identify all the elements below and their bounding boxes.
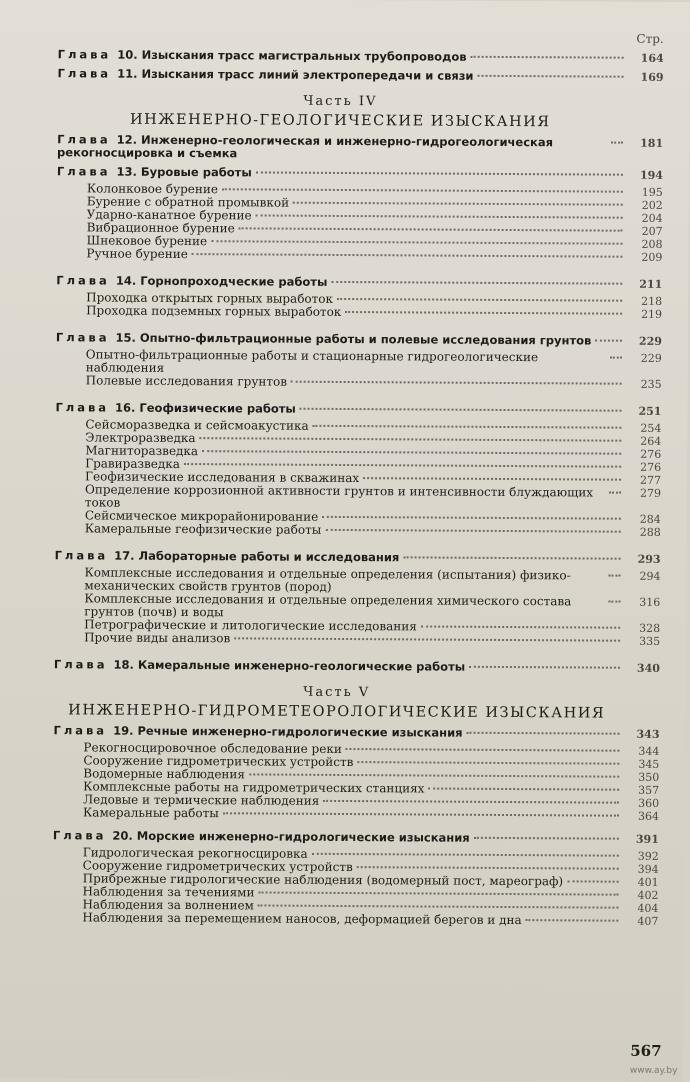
chapter-word: Глава: [56, 273, 110, 288]
item-title: Магниторазведка: [85, 443, 199, 459]
dot-leader: [478, 75, 624, 78]
part-title: ИНЖЕНЕРНО-ГЕОЛОГИЧЕСКИЕ ИЗЫСКАНИЯ: [129, 111, 551, 131]
page-ref: 357: [638, 783, 660, 797]
dot-leader: [258, 904, 619, 908]
page-ref: 279: [639, 486, 662, 500]
item-title: Сейсморазведка и сейсмоакустика: [85, 417, 309, 433]
item-title: Наблюдения за перемещением наносов, деформацией берегов и дна: [82, 910, 522, 928]
page-ref: 229: [638, 334, 662, 348]
page-ref: 276: [640, 447, 662, 461]
part-label: Часть IV: [303, 93, 378, 110]
item-title: Сейсмическое микрорайонирование: [84, 508, 319, 524]
toc-chapter-12: [57, 133, 663, 163]
page-ref: 169: [640, 70, 664, 84]
item-title: Определение коррозионной активности грунтов и интенсивности блуждающих токов: [84, 482, 594, 510]
item-title: Комплексные исследования и отдельные определения (испытания) физико-механических свойств грунтов (пород): [84, 565, 571, 594]
item-title: Камеральные геофизические работы: [84, 521, 322, 537]
page-ref: 294: [639, 569, 661, 583]
dot-leader: [300, 408, 622, 412]
dot-leader: [313, 425, 622, 429]
page-ref: 293: [637, 552, 661, 566]
page-ref: 276: [640, 460, 662, 474]
page-ref: 340: [636, 661, 660, 675]
dot-leader: [611, 142, 623, 144]
chapter-word: Глава: [57, 47, 112, 62]
item-title: Петрографические и литологические исследования: [84, 617, 417, 634]
page-ref: 391: [635, 832, 659, 846]
page-ref: 284: [639, 512, 661, 526]
page-ref: 211: [639, 277, 663, 291]
page-ref: 164: [640, 51, 664, 65]
dot-leader: [323, 800, 619, 804]
item-title: Рекогносцировочное обследование реки: [83, 740, 342, 756]
dot-leader: [239, 227, 623, 231]
toc-chapter-18: [54, 658, 660, 675]
dot-leader: [346, 748, 620, 752]
page-ref: 181: [640, 136, 664, 150]
page-ref: 394: [637, 862, 659, 876]
dot-leader: [467, 732, 620, 735]
chapter-title: 19. Речные инженерно-гидрологические изыскания: [113, 723, 463, 740]
chapter-word: Глава: [57, 132, 111, 147]
chapter-word: Глава: [55, 330, 110, 345]
item-title: Прибрежные гидрологические наблюдения (водомерный пост, мареограф): [82, 871, 564, 889]
item-title: Шнековое бурение: [86, 233, 208, 249]
item-title: Гравиразведка: [85, 456, 181, 472]
page-ref: 288: [639, 525, 661, 539]
dot-leader: [403, 556, 620, 559]
page-ref: 328: [639, 621, 661, 635]
part-title: ИНЖЕНЕРНО-ГИДРОМЕТЕОРОЛОГИЧЕСКИЕ ИЗЫСКАНИЯ: [68, 702, 606, 722]
page-ref: 219: [641, 307, 663, 321]
part-label: Часть V: [303, 684, 371, 701]
dot-leader: [325, 529, 620, 533]
toc-chapter-11: [58, 67, 664, 84]
item-title: Ударно-канатное бурение: [86, 207, 252, 223]
chapter-word: Глава: [53, 657, 108, 672]
dot-leader: [249, 773, 619, 777]
item-title: Бурение с обратной промывкой: [86, 194, 290, 210]
dot-leader: [610, 357, 622, 359]
dot-leader: [259, 891, 619, 895]
dot-leader: [421, 625, 620, 628]
chapter-title: 14. Горнопроходческие работы: [115, 273, 328, 289]
page-ref: 202: [641, 198, 663, 212]
page-ref: 344: [638, 744, 660, 758]
chapter-word: Глава: [54, 548, 109, 563]
dot-leader: [567, 880, 618, 882]
chapter-title: 15. Опытно-фильтрационные работы и полевые исследования грунтов: [115, 330, 592, 348]
page-ref: 402: [637, 888, 659, 902]
chapter-title: 12. Инженерно-геологическая и инженерно-гидрогеологическая рекогносцировка и съемка: [57, 132, 554, 161]
page-ref: 392: [637, 849, 659, 863]
page-ref: 204: [641, 211, 663, 225]
item-title: Опытно-фильтрационные работы и стационарные гидрогеологические наблюдения: [85, 347, 539, 375]
dot-leader: [211, 240, 622, 245]
dot-leader: [337, 298, 622, 302]
chapter-title: 18. Камеральные инженерно-геологические работы: [113, 657, 466, 674]
dot-leader: [256, 171, 623, 175]
dot-leader: [322, 516, 621, 520]
dot-leader: [608, 601, 620, 603]
dot-leader: [222, 188, 623, 192]
toc-item: [52, 911, 658, 928]
item-title: Вибрационное бурение: [86, 220, 235, 236]
page-ref: 335: [639, 634, 661, 648]
page-ref: 218: [641, 294, 663, 308]
page-ref: 209: [641, 250, 663, 264]
item-title: Камеральные работы: [82, 805, 219, 821]
page-ref: 343: [636, 727, 660, 741]
chapter-title: 20. Морские инженерно-гидрологические изыскания: [112, 828, 470, 845]
item-title: Сооружение гидрометрических устройств: [82, 858, 353, 875]
dot-leader: [428, 788, 619, 791]
page-ref: 195: [641, 185, 663, 199]
page-ref: 401: [637, 875, 659, 889]
chapter-word: Глава: [55, 400, 110, 415]
dot-leader: [202, 450, 621, 455]
chapter-title: 17. Лабораторные работы и исследования: [114, 548, 400, 565]
item-title: Ручное бурение: [86, 246, 188, 262]
item-title: Геофизические исследования в скважинах: [85, 469, 360, 486]
page-ref: 251: [638, 404, 662, 418]
item-title: Колонковое бурение: [86, 181, 219, 197]
item-title: Гидрологическая рекогносцировка: [82, 845, 308, 861]
chapter-title: 10. Изыскания трасс магистральных трубопроводов: [117, 47, 467, 64]
dot-leader: [293, 202, 623, 206]
item-title: Комплексные исследования и отдельные определения химического состава грунтов (почв) и воды: [84, 591, 572, 620]
page-ref: 404: [637, 901, 659, 915]
page-ref: 207: [641, 224, 663, 238]
chapter-title: 13. Буровые работы: [116, 164, 252, 180]
page-ref: 254: [640, 421, 662, 435]
dot-leader: [184, 463, 621, 468]
page-column-label: Стр.: [636, 31, 664, 46]
dot-leader: [526, 919, 619, 922]
page-ref: 407: [637, 914, 659, 928]
dot-leader: [469, 666, 620, 669]
item-title: Электроразведка: [85, 430, 196, 446]
item-title: Сооружение гидрометрических устройств: [83, 753, 354, 770]
dot-leader: [312, 853, 619, 857]
dot-leader: [331, 281, 622, 285]
page-number: 567: [630, 1041, 662, 1060]
item-title: Полевые исследования грунтов: [85, 373, 288, 389]
page-ref: 316: [639, 595, 661, 609]
item-title: Наблюдения за течениями: [82, 884, 255, 900]
page-ref: 229: [640, 351, 662, 365]
page-ref: 345: [638, 757, 660, 771]
item-title: Прочие виды анализов: [84, 630, 231, 646]
dot-leader: [474, 837, 619, 840]
item-title: Наблюдения за волнением: [82, 897, 254, 913]
chapter-title: 16. Геофизические работы: [115, 400, 296, 416]
dot-leader: [363, 477, 621, 481]
dot-leader: [471, 56, 624, 59]
dot-leader: [192, 253, 623, 258]
item-title: Проходка открытых горных выработок: [86, 290, 334, 306]
dot-leader: [223, 812, 619, 816]
dot-leader: [345, 311, 622, 315]
table-of-contents: [52, 28, 663, 928]
chapter-word: Глава: [53, 723, 108, 738]
dot-leader: [595, 340, 622, 342]
chapter-word: Глава: [52, 828, 107, 843]
dot-leader: [608, 575, 620, 577]
page-ref: 235: [640, 377, 662, 391]
page-ref: 277: [640, 473, 662, 487]
dot-leader: [291, 381, 622, 385]
dot-leader: [234, 637, 620, 641]
page-ref: 194: [639, 168, 663, 182]
page-ref: 350: [638, 770, 660, 784]
page-ref: 208: [641, 237, 663, 251]
page-ref: 360: [638, 796, 660, 810]
page-ref: 264: [640, 434, 662, 448]
dot-leader: [609, 492, 621, 494]
dot-leader: [357, 761, 619, 765]
chapter-word: Глава: [56, 164, 111, 179]
item-title: Комплексные работы на гидрометрических станциях: [83, 779, 425, 796]
item-title: Проходка подземных горных выработок: [86, 303, 342, 319]
chapter-word: Глава: [57, 66, 112, 81]
toc-chapter-10: [58, 48, 664, 65]
watermark: www.ay.by: [629, 1065, 678, 1077]
dot-leader: [357, 866, 619, 870]
dot-leader: [200, 437, 622, 442]
chapter-title: 11. Изыскания трасс линий электропередачи и связи: [117, 66, 474, 83]
dot-leader: [256, 214, 623, 218]
page-ref: 364: [637, 809, 660, 823]
item-title: Ледовые и термические наблюдения: [83, 792, 320, 808]
item-title: Водомерные наблюдения: [83, 766, 246, 782]
